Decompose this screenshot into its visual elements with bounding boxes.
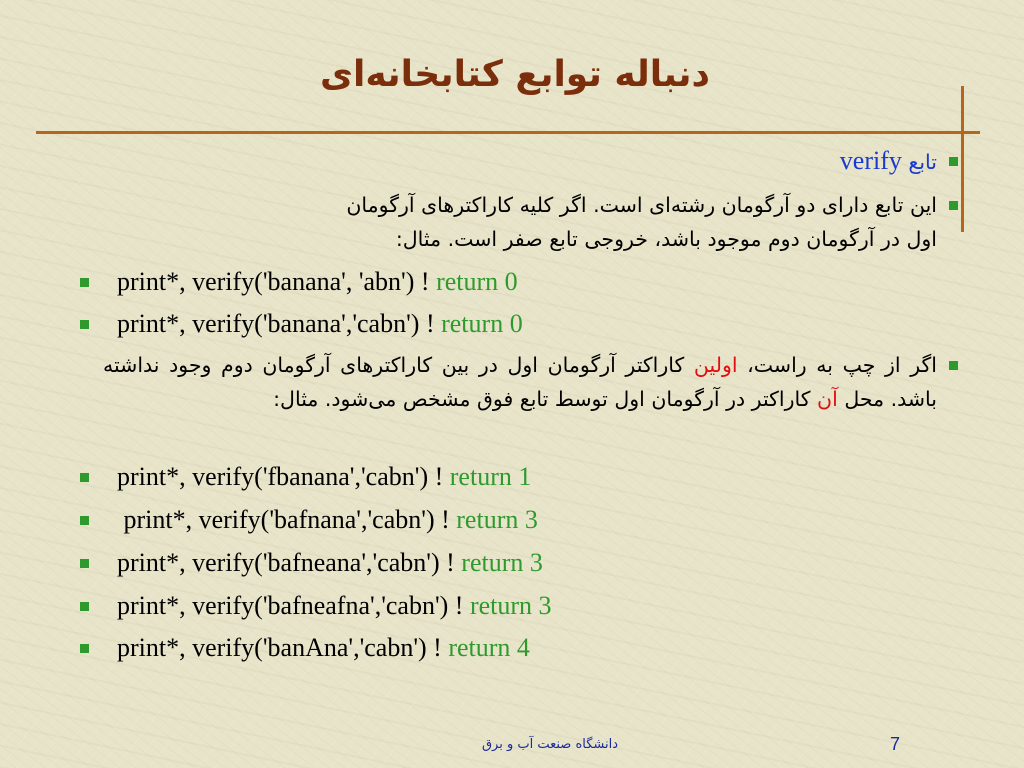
bullet-square-icon	[80, 278, 89, 287]
example-code: print*, verify('bafneana','cabn') !	[117, 548, 462, 577]
bullet-square-icon	[949, 361, 958, 370]
example-code: print*, verify('bafneafna','cabn') !	[117, 591, 470, 620]
example-return: return 3	[456, 505, 538, 534]
bullet-square-icon	[80, 516, 89, 525]
example-return: return 3	[461, 548, 543, 577]
footer-institution: دانشگاه صنعت آب و برق	[481, 737, 619, 752]
example-line	[80, 500, 538, 540]
verify-function-name: verify	[839, 146, 902, 175]
example-code: print*, verify('banana','cabn') !	[117, 309, 442, 338]
bullet-square-icon	[80, 559, 89, 568]
bullet-description-2	[103, 348, 958, 416]
bullet-square-icon	[949, 157, 958, 166]
bullet-square-icon	[949, 201, 958, 210]
bullet-description-1	[103, 188, 958, 256]
title-underline	[36, 131, 980, 134]
example-return: return 4	[448, 633, 530, 662]
example-line	[80, 628, 530, 668]
description-2-first: اولین	[693, 353, 738, 377]
bullet-square-icon	[80, 473, 89, 482]
example-code: print*, verify('banAna','cabn') !	[117, 633, 449, 662]
verify-prefix: تابع	[908, 150, 937, 174]
page-number: 7	[889, 734, 900, 754]
vertical-accent-line	[961, 86, 964, 232]
description-2-part-b: کاراکتر آرگومان اول در بین کاراکترهای آرگومان دوم وجود نداشته باشد. محل	[103, 353, 937, 411]
description-1-line-1: این تابع دارای دو آرگومان رشته‌ای است. اگر کلیه کاراکترهای آرگومان	[346, 193, 937, 217]
example-return: return 0	[436, 267, 518, 296]
description-2-that: آن	[817, 387, 838, 411]
bullet-square-icon	[80, 644, 89, 653]
example-return: return 3	[469, 591, 552, 620]
example-line	[80, 586, 552, 626]
slide-title: دنباله توابع کتابخانه‌ای	[320, 54, 710, 95]
example-return: return 1	[449, 462, 532, 491]
description-2-part-c: کاراکتر در آرگومان اول توسط تابع فوق مشخص می‌شود. مثال:	[273, 387, 811, 411]
example-line	[80, 304, 523, 344]
example-code: print*, verify('fbanana','cabn') !	[117, 462, 450, 491]
example-code: print*, verify('banana', 'abn') !	[117, 267, 437, 296]
bullet-square-icon	[80, 602, 89, 611]
bullet-verify-heading	[840, 144, 958, 179]
description-2-part-a: اگر از چپ به راست،	[747, 353, 937, 377]
example-line	[80, 262, 518, 302]
description-1-line-2: اول در آرگومان دوم موجود باشد، خروجی تابع صفر است. مثال:	[395, 227, 937, 251]
bullet-square-icon	[80, 320, 89, 329]
example-return: return 0	[441, 309, 523, 338]
example-code: print*, verify('bafnana','cabn') !	[117, 505, 457, 534]
example-line	[80, 543, 543, 583]
example-line	[80, 457, 531, 497]
